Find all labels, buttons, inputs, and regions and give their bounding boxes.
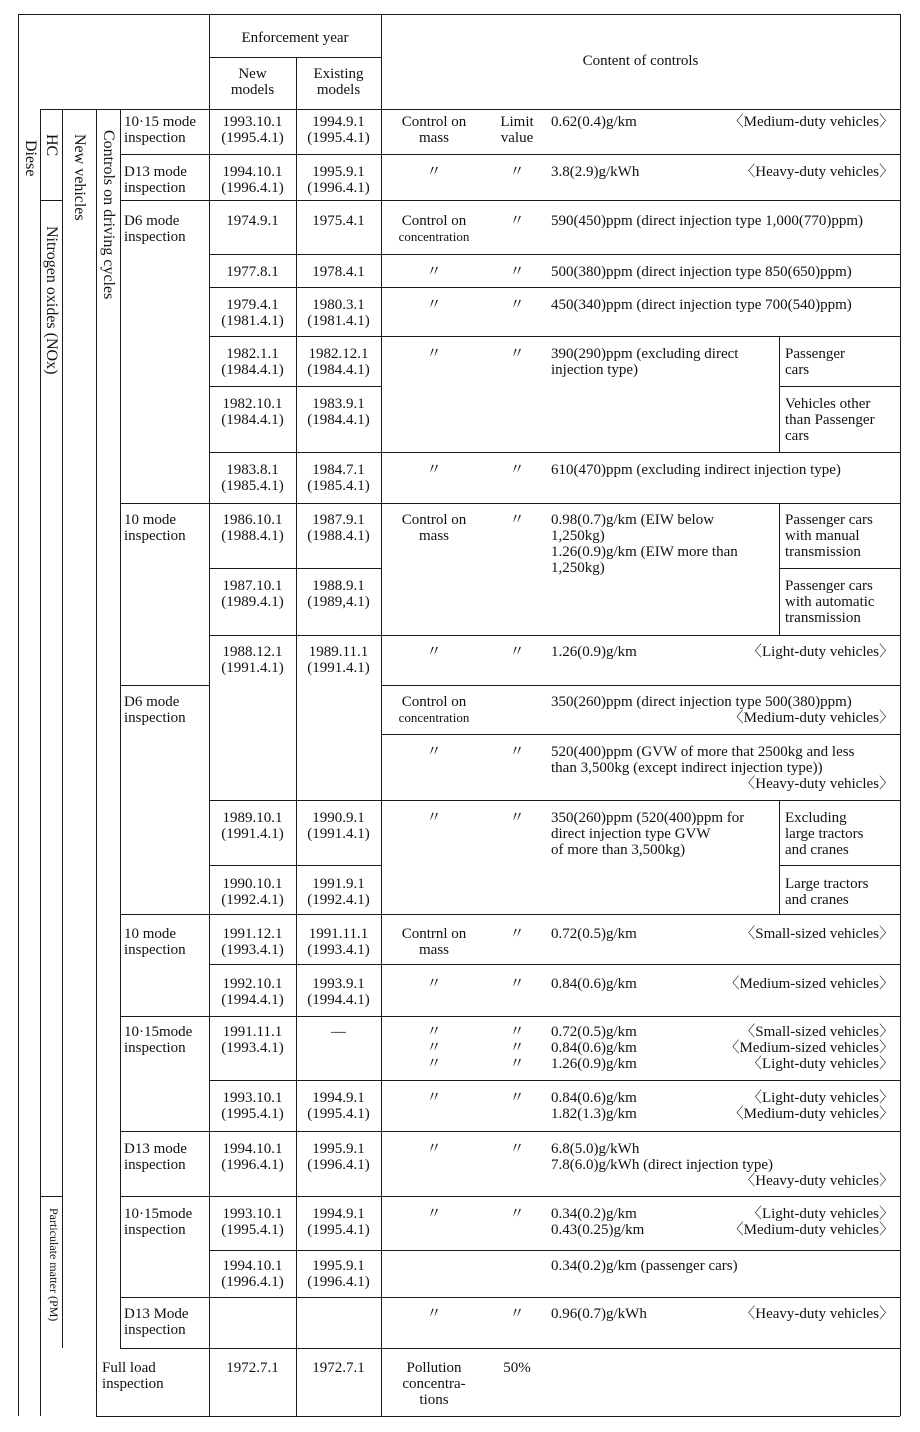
rule-line xyxy=(779,568,900,569)
rule-line xyxy=(381,1250,900,1251)
rule-line xyxy=(209,154,381,155)
rule-line xyxy=(779,386,900,387)
mode-label: Full load inspection xyxy=(102,1360,164,1392)
existing-models-date: 1982.12.1 (1984.4.1) xyxy=(307,346,370,378)
vehicle-category: Passenger cars xyxy=(785,346,845,378)
rule-line xyxy=(381,914,900,915)
mode-label: D6 mode inspection xyxy=(124,694,186,726)
rule-line xyxy=(779,336,780,452)
content-of-controls-header: Content of controls xyxy=(582,53,699,69)
control-method: Control on xyxy=(401,694,467,710)
new-models-date: 1972.7.1 xyxy=(226,1360,279,1376)
control-content: 390(290)ppm (excluding direct injection type) xyxy=(551,346,739,378)
mode-label: D13 mode inspection xyxy=(124,164,187,196)
control-method: 〃 xyxy=(426,164,442,180)
enforcement-year-header: Enforcement year xyxy=(241,30,349,46)
control-method: 〃 xyxy=(426,810,442,826)
new-models-date: 1979.4.1 (1981.4.1) xyxy=(221,297,284,329)
control-method: Control on mass xyxy=(401,512,467,544)
rule-line xyxy=(40,200,62,201)
rule-line xyxy=(900,14,901,1416)
rule-line xyxy=(209,57,381,58)
limit-value: 〃 xyxy=(509,164,525,180)
limit-value: 〃 xyxy=(509,264,525,280)
new-models-header: New models xyxy=(230,66,275,98)
new-models-date: 1977.8.1 xyxy=(226,264,279,280)
existing-models-date: 1995.9.1 (1996.4.1) xyxy=(307,1141,370,1173)
new-models-date: 1988.12.1 (1991.4.1) xyxy=(221,644,284,676)
limit-value: 〃 xyxy=(509,926,525,942)
mode-label: 10 mode inspection xyxy=(124,926,186,958)
new-models-date: 1990.10.1 (1992.4.1) xyxy=(221,876,284,908)
control-content: 0.96(0.7)g/kWh xyxy=(551,1306,647,1322)
vehicle-category: Passenger cars with manual transmission xyxy=(785,512,873,560)
control-method: 〃 xyxy=(426,462,442,478)
control-method: 〃 xyxy=(426,346,442,362)
existing-models-date: 1972.7.1 xyxy=(312,1360,365,1376)
rule-line xyxy=(209,865,381,866)
mode-label: 10·15 mode inspection xyxy=(124,114,197,146)
rule-line xyxy=(381,254,900,255)
control-content: 350(260)ppm (520(400)ppm for direct injection type GVW of more than 3,500kg) xyxy=(551,810,745,858)
control-content: 590(450)ppm (direct injection type 1,000(770)ppm) xyxy=(551,213,864,229)
control-method: Pollution concentra- tions xyxy=(402,1360,466,1408)
vehicle-category: Passenger cars with automatic transmission xyxy=(785,578,875,626)
control-content: 0.98(0.7)g/km (EIW below 1,250kg) 1.26(0.9)g/km (EIW more than 1,250kg) xyxy=(551,512,738,576)
new-models-date: 1974.9.1 xyxy=(226,213,279,229)
rule-line xyxy=(381,685,900,686)
rule-line xyxy=(120,200,209,201)
new-vehicles-label: New vehicles xyxy=(71,134,88,221)
rule-line xyxy=(209,386,381,387)
new-models-date: 1982.1.1 (1984.4.1) xyxy=(221,346,284,378)
limit-value: 〃 xyxy=(509,462,525,478)
existing-models-date: 1994.9.1 (1995.4.1) xyxy=(307,1090,370,1122)
new-models-date: 1987.10.1 (1989.4.1) xyxy=(221,578,284,610)
control-method: 〃 xyxy=(426,976,442,992)
control-content: 6.8(5.0)g/kWh 7.8(6.0)g/kWh (direct injection type) xyxy=(551,1141,774,1173)
control-content: 450(340)ppm (direct injection type 700(540)ppm) xyxy=(551,297,852,313)
rule-line xyxy=(120,1297,209,1298)
rule-line xyxy=(381,1348,900,1349)
rule-line xyxy=(120,1196,209,1197)
vehicle-category: 〈Small-sized vehicles〉 〈Medium-sized vehicles〉 〈Light-duty vehicles〉 xyxy=(724,1024,894,1072)
rule-line xyxy=(40,109,900,110)
limit-value: 〃 xyxy=(509,297,525,313)
existing-models-date: 1988.9.1 (1989,4.1) xyxy=(307,578,370,610)
new-models-date: 1991.11.1 (1993.4.1) xyxy=(221,1024,284,1056)
limit-value: 〃 xyxy=(509,213,525,229)
control-content: 0.84(0.6)g/km xyxy=(551,976,637,992)
rule-line xyxy=(209,1348,381,1349)
limit-value: Limit value xyxy=(500,114,534,146)
new-models-date: 1993.10.1 (1995.4.1) xyxy=(221,114,284,146)
control-method: 〃 xyxy=(426,1206,442,1222)
rule-line xyxy=(62,109,63,1348)
control-method: Control on mass xyxy=(401,114,467,146)
existing-models-date: 1983.9.1 (1984.4.1) xyxy=(307,396,370,428)
existing-models-date: 1994.9.1 (1995.4.1) xyxy=(307,1206,370,1238)
new-models-date: 1993.10.1 (1995.4.1) xyxy=(221,1206,284,1238)
limit-value: 〃 xyxy=(509,1141,525,1157)
driving-cycles-label: Controls on driving cycles xyxy=(100,130,117,300)
control-content: 0.62(0.4)g/km xyxy=(551,114,637,130)
rule-line xyxy=(381,452,900,453)
limit-value: 〃 xyxy=(509,512,525,528)
rule-line xyxy=(381,287,900,288)
rule-line xyxy=(209,503,381,504)
diese-label: Diese xyxy=(22,140,39,177)
vehicle-category: 〈Light-duty vehicles〉 〈Medium-duty vehicles〉 xyxy=(728,1206,894,1238)
rule-line xyxy=(18,14,900,15)
vehicle-category: 〈Heavy-duty vehicles〉 xyxy=(740,1306,894,1322)
control-method-sub: concentration xyxy=(398,229,470,244)
pm-label: Particulate matter (PM) xyxy=(47,1208,61,1322)
rule-line xyxy=(381,1131,900,1132)
existing-models-date: 1991.11.1 (1993.4.1) xyxy=(307,926,370,958)
existing-models-date: 1987.9.1 (1988.4.1) xyxy=(307,512,370,544)
existing-models-date: 1990.9.1 (1991.4.1) xyxy=(307,810,370,842)
control-content: 0.84(0.6)g/km 1.82(1.3)g/km xyxy=(551,1090,637,1122)
hc-label: HC xyxy=(43,134,60,157)
control-content: 0.34(0.2)g/km 0.43(0.25)g/km xyxy=(551,1206,645,1238)
rule-line xyxy=(40,109,41,1416)
control-content: 610(470)ppm (excluding indirect injection type) xyxy=(551,462,841,478)
rule-line xyxy=(381,1080,900,1081)
rule-line xyxy=(209,1250,381,1251)
control-method-sub: concentration xyxy=(398,710,470,725)
new-models-date: 1986.10.1 (1988.4.1) xyxy=(221,512,284,544)
new-models-date: 1991.12.1 (1993.4.1) xyxy=(221,926,284,958)
new-models-date: 1994.10.1 (1996.4.1) xyxy=(221,1258,284,1290)
rule-line xyxy=(209,336,381,337)
limit-value: 〃 xyxy=(509,1206,525,1222)
control-method: 〃 xyxy=(426,297,442,313)
rule-line xyxy=(381,200,900,201)
control-method: Control on xyxy=(401,213,467,229)
rule-line xyxy=(209,1196,381,1197)
new-models-date: 1994.10.1 (1996.4.1) xyxy=(221,1141,284,1173)
vehicle-category: 〈Medium-duty vehicles〉 xyxy=(728,114,894,130)
vehicle-category: 〈Small-sized vehicles〉 xyxy=(740,926,894,942)
rule-line xyxy=(120,109,121,1348)
control-method: 〃 xyxy=(426,744,442,760)
rule-line xyxy=(209,635,381,636)
vehicle-category: 〈Light-duty vehicles〉 xyxy=(746,644,894,660)
rule-line xyxy=(120,503,209,504)
new-models-date: 1982.10.1 (1984.4.1) xyxy=(221,396,284,428)
existing-models-date: 1975.4.1 xyxy=(312,213,365,229)
limit-value: 〃 xyxy=(509,644,525,660)
rule-line xyxy=(209,964,381,965)
control-method: 〃 xyxy=(426,1141,442,1157)
existing-models-header: Existing models xyxy=(313,66,364,98)
control-content: 520(400)ppm (GVW of more that 2500kg and less than 3,500kg (except indirect injection type)) xyxy=(551,744,855,776)
existing-models-date: 1993.9.1 (1994.4.1) xyxy=(307,976,370,1008)
existing-models-date: 1995.9.1 (1996.4.1) xyxy=(307,164,370,196)
control-content: 0.34(0.2)g/km (passenger cars) xyxy=(551,1258,738,1274)
rule-line xyxy=(209,1297,381,1298)
new-models-date: 1989.10.1 (1991.4.1) xyxy=(221,810,284,842)
limit-value: 〃 xyxy=(509,1090,525,1106)
limit-value: 〃 xyxy=(509,744,525,760)
vehicle-category: Vehicles other than Passenger cars xyxy=(785,396,875,444)
mode-label: D13 Mode inspection xyxy=(124,1306,189,1338)
control-method: 〃 xyxy=(426,644,442,660)
vehicle-category: 〈Medium-duty vehicles〉 xyxy=(728,710,894,726)
rule-line xyxy=(779,800,780,914)
vehicle-category: 〈Medium-sized vehicles〉 xyxy=(724,976,894,992)
rule-line xyxy=(381,1196,900,1197)
rule-line xyxy=(779,865,900,866)
mode-label: D6 mode inspection xyxy=(124,213,186,245)
existing-models-date: 1991.9.1 (1992.4.1) xyxy=(307,876,370,908)
limit-value: 〃 〃 〃 xyxy=(509,1024,525,1072)
control-content: 0.72(0.5)g/km 0.84(0.6)g/km 1.26(0.9)g/km xyxy=(551,1024,637,1072)
rule-line xyxy=(381,1016,900,1017)
rule-line xyxy=(381,1297,900,1298)
rule-line xyxy=(209,914,381,915)
control-method: Contrnl on mass xyxy=(401,926,467,958)
control-method: 〃 xyxy=(426,264,442,280)
existing-models-date: — xyxy=(331,1024,346,1040)
mode-label: 10 mode inspection xyxy=(124,512,186,544)
new-models-date: 1993.10.1 (1995.4.1) xyxy=(221,1090,284,1122)
rule-line xyxy=(381,336,900,337)
limit-value: 〃 xyxy=(509,810,525,826)
existing-models-date: 1978.4.1 xyxy=(312,264,365,280)
rule-line xyxy=(120,1016,209,1017)
rule-line xyxy=(381,734,900,735)
rule-line xyxy=(381,635,900,636)
rule-line xyxy=(40,1196,62,1197)
rule-line xyxy=(381,503,900,504)
vehicle-category: Large tractors and cranes xyxy=(785,876,869,908)
rule-line xyxy=(18,14,19,1416)
rule-line xyxy=(209,254,381,255)
vehicle-category: Excluding large tractors and cranes xyxy=(785,810,864,858)
vehicle-category: 〈Heavy-duty vehicles〉 xyxy=(740,776,894,792)
control-content: 500(380)ppm (direct injection type 850(650)ppm) xyxy=(551,264,852,280)
mode-label: 10·15mode inspection xyxy=(124,1024,193,1056)
rule-line xyxy=(120,154,209,155)
mode-label: 10·15mode inspection xyxy=(124,1206,193,1238)
control-content: 350(260)ppm (direct injection type 500(380)ppm) xyxy=(551,694,852,710)
control-content: 0.72(0.5)g/km xyxy=(551,926,637,942)
rule-line xyxy=(209,287,381,288)
limit-value: 〃 xyxy=(509,1306,525,1322)
rule-line xyxy=(209,1131,381,1132)
new-models-date: 1992.10.1 (1994.4.1) xyxy=(221,976,284,1008)
existing-models-date: 1980.3.1 (1981.4.1) xyxy=(307,297,370,329)
rule-line xyxy=(96,1416,900,1417)
rule-line xyxy=(120,685,209,686)
control-method: 〃 xyxy=(426,1306,442,1322)
rule-line xyxy=(209,200,381,201)
control-content: 1.26(0.9)g/km xyxy=(551,644,637,660)
limit-value: 〃 xyxy=(509,346,525,362)
nox-label: Nitrogen oxides (NOx) xyxy=(43,226,60,375)
control-method: 〃 〃 〃 xyxy=(426,1024,442,1072)
rule-line xyxy=(120,1131,209,1132)
limit-value: 50% xyxy=(503,1360,531,1376)
rule-line xyxy=(120,914,209,915)
control-method: 〃 xyxy=(426,1090,442,1106)
existing-models-date: 1994.9.1 (1995.4.1) xyxy=(307,114,370,146)
rule-line xyxy=(381,964,900,965)
rule-line xyxy=(381,800,900,801)
vehicle-category: 〈Light-duty vehicles〉 〈Medium-duty vehicles〉 xyxy=(728,1090,894,1122)
rule-line xyxy=(209,452,381,453)
vehicle-category: 〈Heavy-duty vehicles〉 xyxy=(740,164,894,180)
mode-label: D13 mode inspection xyxy=(124,1141,187,1173)
new-models-date: 1994.10.1 (1996.4.1) xyxy=(221,164,284,196)
rule-line xyxy=(209,800,381,801)
control-content: 3.8(2.9)g/kWh xyxy=(551,164,640,180)
rule-line xyxy=(96,109,97,1416)
new-models-date: 1983.8.1 (1985.4.1) xyxy=(221,462,284,494)
limit-value: 〃 xyxy=(509,976,525,992)
existing-models-date: 1989.11.1 (1991.4.1) xyxy=(307,644,370,676)
rule-line xyxy=(381,154,900,155)
rule-line xyxy=(209,1016,381,1017)
existing-models-date: 1995.9.1 (1996.4.1) xyxy=(307,1258,370,1290)
rule-line xyxy=(209,1080,381,1081)
rule-line xyxy=(209,568,381,569)
existing-models-date: 1984.7.1 (1985.4.1) xyxy=(307,462,370,494)
vehicle-category: 〈Heavy-duty vehicles〉 xyxy=(740,1173,894,1189)
rule-line xyxy=(779,503,780,635)
